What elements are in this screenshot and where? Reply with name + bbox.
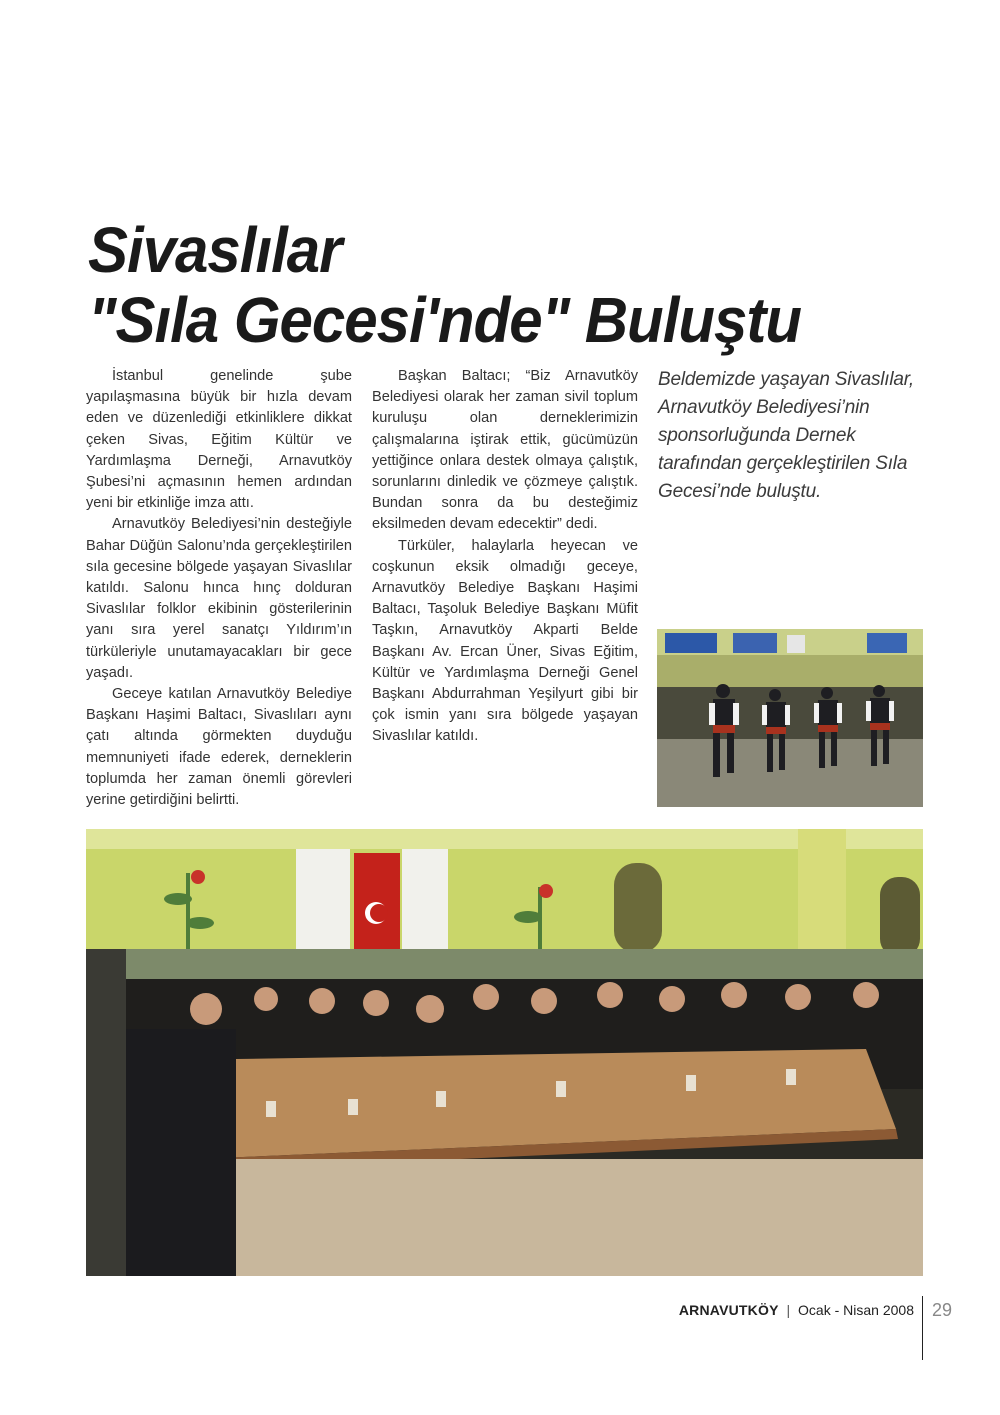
paragraph: Türküler, halaylarla heyecan ve coşkunun eksik olmadığı geceye, Arnavutköy Belediye Başkanı Haşimi Baltacı, Taşoluk Belediye Başkanı Müfit Taşkın, Arnavutköy Akparti Belde Başkanı Av. Ercan Üner, Sivas Eğitim, Kültür ve Yardımlaşma Derneği Genel Başkanı Abdurrahman Yeşilyurt gibi bir çok ismin yanı sıra bölgede yaşayan Sivaslılar katıldı. bbox=[372, 537, 638, 745]
paragraph: Başkan Baltacı; “Biz Arnavutköy Belediyesi olarak her zaman sivil toplum kuruluşu olan derneklerimizin çalışmalarına iştirak ettik, gücümüzün yettiğince onlara destek olmaya çalıştık, sorunlarını dinledik ve çözmeye çalıştık. Bundan sonra da bu desteğimiz eksilmeden devam edecektir” dedi. bbox=[372, 368, 638, 533]
footer-divider bbox=[922, 1296, 923, 1360]
title-line-1: Sivaslılar bbox=[88, 214, 342, 286]
article-column-2 bbox=[372, 366, 638, 748]
footer-brand: ARNAVUTKÖY bbox=[678, 1302, 779, 1318]
paragraph: Geceye katılan Arnavutköy Belediye Başkanı Haşimi Baltacı, Sivaslıları aynı çatı altında görmekten duyduğu memnuniyeti ifade ederek, derneklerin toplumda her zaman önemli görevleri yerine getirdiğini belirtti. bbox=[86, 686, 352, 809]
footer-separator: | bbox=[786, 1302, 791, 1318]
folk-dance-photo bbox=[657, 629, 923, 807]
footer-issue: Ocak - Nisan 2008 bbox=[798, 1302, 914, 1318]
lead-text: Beldemizde yaşayan Sivaslılar, Arnavutköy Belediyesi’nin sponsorluğunda Dernek tarafından gerçekleştirilen Sıla Gecesi’nde buluştu. bbox=[658, 369, 914, 502]
article-column-1 bbox=[86, 366, 352, 811]
page-number: 29 bbox=[932, 1300, 953, 1320]
audience-photo bbox=[86, 829, 923, 1276]
article-title bbox=[88, 216, 948, 356]
paragraph: Arnavutköy Belediyesi’nin desteğiyle Bahar Düğün Salonu’nda gerçekleştirilen sıla gecesine bölgede yaşayan Sivaslılar katıldı. Salonu hınca hınç dolduran Sivaslılar folklor ekibinin gösterilerinin yanı sıra yerel sanatçı Yıldırım’ın türküleriyle unutamayacakları bir gece yaşadı. bbox=[86, 516, 352, 681]
page-footer bbox=[600, 1302, 914, 1318]
title-line-2: "Sıla Gecesi'nde" Buluştu bbox=[88, 284, 802, 356]
paragraph: İstanbul genelinde şube yapılaşmasına büyük bir hızla devam eden ve düzenlediği etkinliklere dikkat çeken Sivas, Eğitim Kültür ve Yardımlaşma Derneği, Arnavutköy Şubesi’ni açmasının hemen ardından yeni bir etkinliğe imza attı. bbox=[86, 368, 352, 512]
